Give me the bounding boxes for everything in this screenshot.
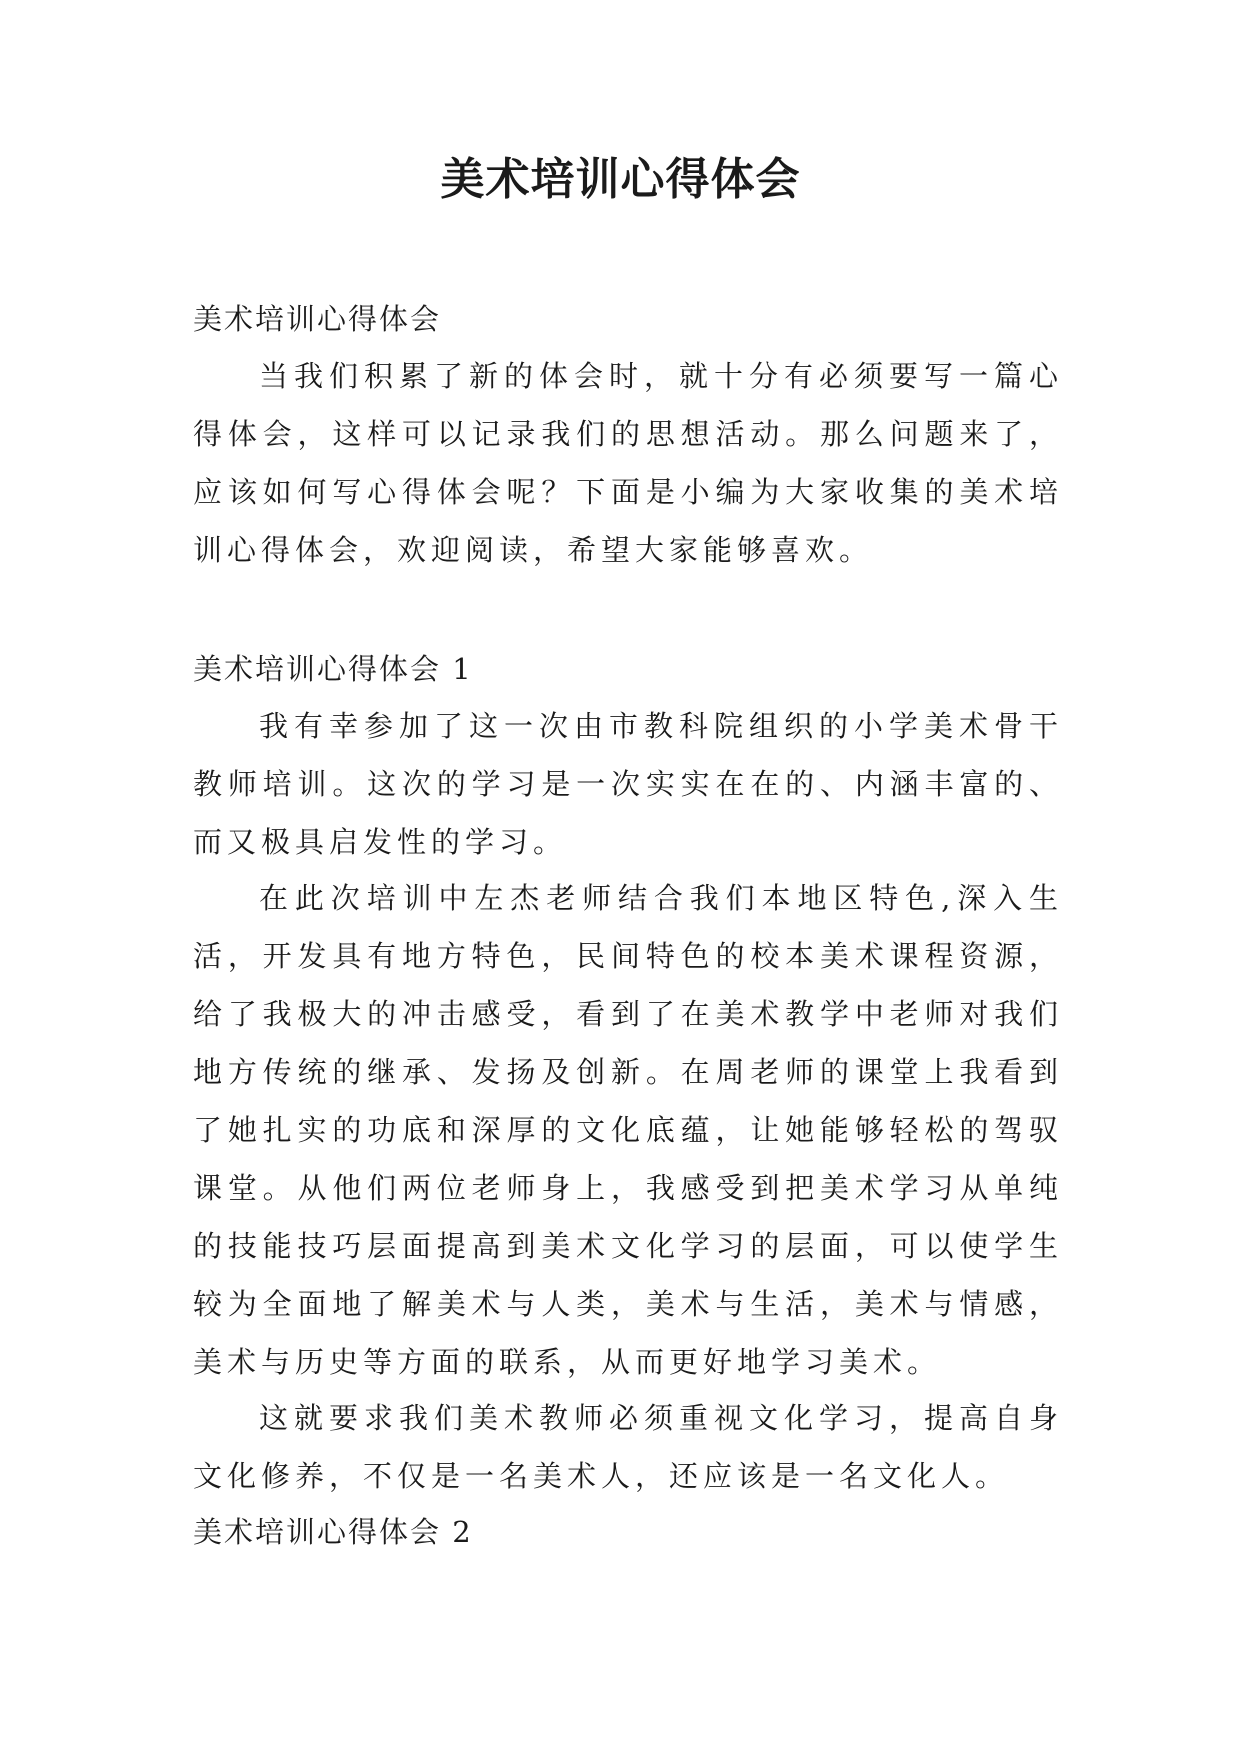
section1-paragraph-1: 我有幸参加了这一次由市教科院组织的小学美术骨干教师培训。这次的学习是一次实实在在的、内涵丰富的、而又极具启发性的学习。	[193, 709, 1063, 859]
section2-heading: 美术培训心得体会 2	[193, 1515, 473, 1549]
section1-paragraph-2: 在此次培训中左杰老师结合我们本地区特色,深入生活，开发具有地方特色，民间特色的校本美术课程资源，给了我极大的冲击感受，看到了在美术教学中老师对我们地方传统的继承、发扬及创新。在周老师的课堂上我看到了她扎实的功底和深厚的文化底蕴，让她能够轻松的驾驭课堂。从他们两位老师身上，我感受到把美术学习从单纯的技能技巧层面提高到美术文化学习的层面，可以使学生较为全面地了解美术与人类，美术与生活，美术与情感，美术与历史等方面的联系，从而更好地学习美术。	[193, 881, 1063, 1379]
intro-paragraph: 当我们积累了新的体会时，就十分有必须要写一篇心得体会，这样可以记录我们的思想活动。那么问题来了，应该如何写心得体会呢？下面是小编为大家收集的美术培训心得体会，欢迎阅读，希望大家能够喜欢。	[193, 359, 1063, 567]
section1-heading: 美术培训心得体会 1	[193, 652, 473, 686]
intro-heading: 美术培训心得体会	[193, 302, 442, 336]
document-title: 美术培训心得体会	[440, 154, 801, 205]
section1-paragraph-3: 这就要求我们美术教师必须重视文化学习，提高自身文化修养，不仅是一名美术人，还应该是一名文化人。	[193, 1401, 1063, 1493]
